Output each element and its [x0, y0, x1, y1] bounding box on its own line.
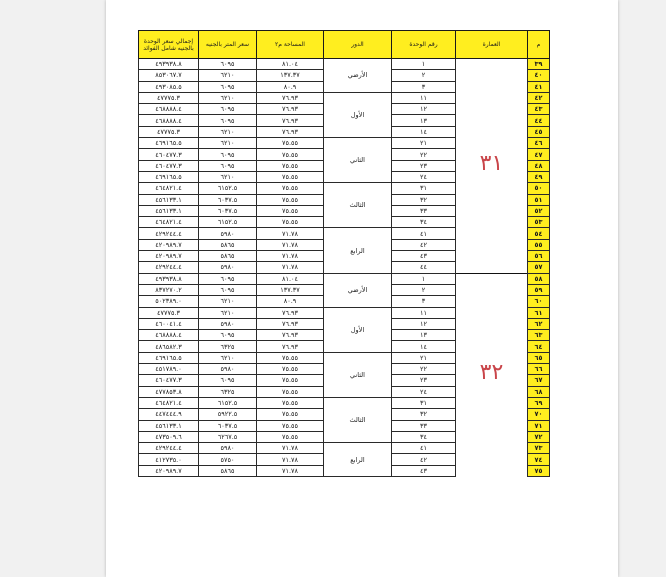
building-number: ٣٢	[479, 360, 504, 386]
price-per-m2: ٥٩٢٢.٥	[199, 409, 257, 420]
unit-total-price: ٤٦٩١٦٥.٥	[139, 138, 199, 149]
unit-area: ٧٥.٥٥	[257, 364, 324, 375]
unit-number: ٢٣	[392, 375, 456, 386]
unit-area: ٧٥.٥٥	[257, 420, 324, 431]
floor-name: الأرضي	[324, 273, 392, 307]
row-number: ٤٢	[528, 92, 550, 103]
unit-area: ٧٥.٥٥	[257, 352, 324, 363]
row-number: ٦٤	[528, 341, 550, 352]
unit-number: ٤٢	[392, 454, 456, 465]
unit-area: ٧٦.٩٣	[257, 92, 324, 103]
price-per-m2: ٦٠٩٥	[199, 284, 257, 295]
unit-total-price: ٤٦٠٤٧٧.٣	[139, 160, 199, 171]
unit-area: ٧١.٧٨	[257, 262, 324, 273]
price-per-m2: ٦٢١٠	[199, 138, 257, 149]
unit-area: ٧٦.٩٣	[257, 341, 324, 352]
price-per-m2: ٦٢١٠	[199, 352, 257, 363]
unit-number: ٤١	[392, 443, 456, 454]
unit-total-price: ٤٥٦١٣٣.١	[139, 420, 199, 431]
building-cell	[456, 59, 528, 274]
unit-total-price: ٤٦٩١٦٥.٥	[139, 171, 199, 182]
unit-total-price: ٤٥١٧٨٩.٠	[139, 364, 199, 375]
unit-area: ٧٥.٥٥	[257, 375, 324, 386]
unit-total-price: ٤٦٤٨٢١.٤	[139, 183, 199, 194]
unit-area: ٧٦.٩٣	[257, 318, 324, 329]
col-header-unit-no: رقم الوحدة	[392, 31, 456, 59]
floor-name: الثالث	[324, 397, 392, 442]
unit-area: ٧٥.٥٥	[257, 386, 324, 397]
unit-total-price: ٤٤٧٤٤٤.٩	[139, 409, 199, 420]
unit-total-price: ٤٦٤٨٢١.٤	[139, 397, 199, 408]
unit-number: ٤٣	[392, 251, 456, 262]
price-per-m2: ٥٨٦٥	[199, 465, 257, 476]
row-number: ٦٧	[528, 375, 550, 386]
price-per-m2: ٦٠٩٥	[199, 115, 257, 126]
col-header-building: العمارة	[456, 31, 528, 59]
unit-total-price: ٤٢٩٢٤٤.٤	[139, 443, 199, 454]
unit-number: ١	[392, 59, 456, 70]
row-number: ٥٢	[528, 205, 550, 216]
unit-area: ٧٥.٥٥	[257, 171, 324, 182]
unit-area: ٧٦.٩٣	[257, 126, 324, 137]
col-header-m: م	[528, 31, 550, 59]
row-number: ٤٨	[528, 160, 550, 171]
unit-area: ١٣٧.٣٧	[257, 284, 324, 295]
unit-total-price: ٤٥٦١٣٣.١	[139, 194, 199, 205]
price-per-m2: ٦٢١٠	[199, 296, 257, 307]
row-number: ٦٩	[528, 397, 550, 408]
unit-total-price: ٤٧٧٧٥.٣	[139, 92, 199, 103]
row-number: ٦٣	[528, 330, 550, 341]
unit-number: ٢٢	[392, 149, 456, 160]
unit-number: ١	[392, 273, 456, 284]
unit-area: ٧١.٧٨	[257, 251, 324, 262]
col-header-price-m2: سعر المتر بالجنيه	[199, 31, 257, 59]
unit-area: ٧٥.٥٥	[257, 409, 324, 420]
unit-total-price: ٨٣٧٢٧٠.٢	[139, 284, 199, 295]
price-per-m2: ٦١٥٢.٥	[199, 183, 257, 194]
row-number: ٤٣	[528, 104, 550, 115]
price-per-m2: ٥٩٨٠	[199, 443, 257, 454]
unit-number: ٤٤	[392, 262, 456, 273]
price-per-m2: ٦٠٣٧.٥	[199, 420, 257, 431]
unit-total-price: ٤٦٠٤٧٧.٣	[139, 375, 199, 386]
unit-total-price: ٤٩٣٩٣٨.٨	[139, 59, 199, 70]
row-number: ٤٥	[528, 126, 550, 137]
row-number: ٧٤	[528, 454, 550, 465]
unit-number: ٣٣	[392, 205, 456, 216]
unit-area: ٧٦.٩٣	[257, 307, 324, 318]
price-per-m2: ٥٩٨٠	[199, 364, 257, 375]
unit-area: ٧٥.٥٥	[257, 194, 324, 205]
unit-number: ١١	[392, 307, 456, 318]
unit-number: ٢٢	[392, 364, 456, 375]
price-per-m2: ٦٠٩٥	[199, 273, 257, 284]
unit-total-price: ٤٦٤٨٢١.٤	[139, 217, 199, 228]
row-number: ٧٠	[528, 409, 550, 420]
unit-total-price: ٤٩٣٠٨٥.٥	[139, 81, 199, 92]
row-number: ٤١	[528, 81, 550, 92]
unit-number: ٣٢	[392, 409, 456, 420]
unit-total-price: ٤٦٨٨٨٨.٤	[139, 104, 199, 115]
unit-total-price: ٤٥٦١٣٣.١	[139, 205, 199, 216]
row-number: ٦٢	[528, 318, 550, 329]
unit-area: ١٣٧.٣٧	[257, 70, 324, 81]
price-per-m2: ٦٢١٠	[199, 70, 257, 81]
price-per-m2: ٥٩٨٠	[199, 262, 257, 273]
unit-total-price: ٤٢٩٢٤٤.٤	[139, 262, 199, 273]
row-number: ٤٤	[528, 115, 550, 126]
unit-area: ٧٦.٩٣	[257, 104, 324, 115]
unit-area: ٧١.٧٨	[257, 454, 324, 465]
unit-total-price: ٤٧٧٧٥.٣	[139, 307, 199, 318]
unit-total-price: ٤٧٧٨٥٣.٨	[139, 386, 199, 397]
price-per-m2: ٦٠٩٥	[199, 375, 257, 386]
row-number: ٣٩	[528, 59, 550, 70]
row-number: ٦٨	[528, 386, 550, 397]
row-number: ٤٩	[528, 171, 550, 182]
unit-area: ٨١.٠٤	[257, 59, 324, 70]
unit-total-price: ٤٦٨٨٨٨.٤	[139, 115, 199, 126]
unit-number: ١٣	[392, 330, 456, 341]
price-per-m2: ٥٨٦٥	[199, 239, 257, 250]
unit-number: ٢٤	[392, 171, 456, 182]
price-per-m2: ٦٢٦٧.٥	[199, 431, 257, 442]
col-header-area: المساحة م٢	[257, 31, 324, 59]
unit-number: ٢	[392, 70, 456, 81]
unit-area: ٧٥.٥٥	[257, 138, 324, 149]
price-per-m2: ٦٢١٠	[199, 307, 257, 318]
price-per-m2: ٦٢١٠	[199, 171, 257, 182]
unit-area: ٧٥.٥٥	[257, 431, 324, 442]
price-per-m2: ٦٠٣٧.٥	[199, 205, 257, 216]
unit-number: ١٢	[392, 104, 456, 115]
unit-total-price: ٤٦٠٠٤١.٤	[139, 318, 199, 329]
unit-number: ٢١	[392, 138, 456, 149]
unit-number: ٤٣	[392, 465, 456, 476]
row-number: ٥٧	[528, 262, 550, 273]
table-row	[139, 273, 550, 284]
row-number: ٥٠	[528, 183, 550, 194]
row-number: ٤٧	[528, 149, 550, 160]
price-per-m2: ٦١٥٢.٥	[199, 217, 257, 228]
row-number: ٥٤	[528, 228, 550, 239]
row-number: ٦٥	[528, 352, 550, 363]
unit-area: ٨٠.٩	[257, 81, 324, 92]
building-cell	[456, 273, 528, 476]
price-per-m2: ٦٠٩٥	[199, 149, 257, 160]
unit-area: ٧٥.٥٥	[257, 205, 324, 216]
unit-number: ١٢	[392, 318, 456, 329]
unit-number: ١٣	[392, 115, 456, 126]
unit-total-price: ٤٨٦٥٨٢.٣	[139, 341, 199, 352]
unit-number: ٤١	[392, 228, 456, 239]
price-per-m2: ٦٠٩٥	[199, 59, 257, 70]
price-per-m2: ٦٠٩٥	[199, 330, 257, 341]
price-per-m2: ٥٨٦٥	[199, 251, 257, 262]
unit-area: ٧٦.٩٣	[257, 330, 324, 341]
table-row	[139, 59, 550, 70]
unit-number: ٣٣	[392, 420, 456, 431]
row-number: ٥٣	[528, 217, 550, 228]
price-per-m2: ٦٢١٠	[199, 126, 257, 137]
unit-total-price: ٤٦٠٤٧٧.٣	[139, 149, 199, 160]
unit-number: ٣٤	[392, 431, 456, 442]
price-per-m2: ٦٣٢٥	[199, 386, 257, 397]
unit-area: ٧٥.٥٥	[257, 217, 324, 228]
unit-total-price: ٤٧٧٧٥.٣	[139, 126, 199, 137]
price-per-m2: ٦٢١٠	[199, 92, 257, 103]
unit-number: ٣٢	[392, 194, 456, 205]
unit-area: ٧١.٧٨	[257, 239, 324, 250]
col-header-total: إجمالي سعر الوحدة بالجنيه شامل الفوائد	[139, 31, 199, 59]
unit-number: ٢١	[392, 352, 456, 363]
units-price-table	[138, 30, 550, 477]
price-per-m2: ٦٠٩٥	[199, 81, 257, 92]
unit-number: ٢	[392, 284, 456, 295]
row-number: ٤٦	[528, 138, 550, 149]
row-number: ٥٦	[528, 251, 550, 262]
price-per-m2: ٦١٥٢.٥	[199, 397, 257, 408]
unit-number: ١١	[392, 92, 456, 103]
row-number: ٧١	[528, 420, 550, 431]
unit-number: ٢٤	[392, 386, 456, 397]
unit-number: ٣	[392, 81, 456, 92]
col-header-floor: الدور	[324, 31, 392, 59]
unit-total-price: ٤٢٠٩٨٩.٧	[139, 251, 199, 262]
unit-number: ١٤	[392, 126, 456, 137]
row-number: ٦٦	[528, 364, 550, 375]
unit-total-price: ٤٧٣٥٠٩.٦	[139, 431, 199, 442]
unit-area: ٧٥.٥٥	[257, 397, 324, 408]
table-body	[139, 59, 550, 477]
unit-number: ٤٢	[392, 239, 456, 250]
unit-total-price: ٤١٢٧٣٥.٠	[139, 454, 199, 465]
building-number: ٣١	[479, 150, 504, 176]
unit-area: ٨٠.٩	[257, 296, 324, 307]
unit-total-price: ٨٥٣٠٦٧.٧	[139, 70, 199, 81]
floor-name: الثاني	[324, 138, 392, 183]
price-per-m2: ٦٠٩٥	[199, 104, 257, 115]
unit-number: ٢٣	[392, 160, 456, 171]
floor-name: الثاني	[324, 352, 392, 397]
row-number: ٦١	[528, 307, 550, 318]
table-header-row	[139, 31, 550, 59]
row-number: ٧٥	[528, 465, 550, 476]
price-per-m2: ٥٧٥٠	[199, 454, 257, 465]
row-number: ٧٢	[528, 431, 550, 442]
unit-number: ١٤	[392, 341, 456, 352]
floor-name: الرابع	[324, 228, 392, 273]
unit-total-price: ٤٦٩١٦٥.٥	[139, 352, 199, 363]
price-per-m2: ٥٩٨٠	[199, 318, 257, 329]
price-per-m2: ٦٣٢٥	[199, 341, 257, 352]
row-number: ٥١	[528, 194, 550, 205]
unit-total-price: ٤٢٠٩٨٩.٧	[139, 239, 199, 250]
unit-area: ٧١.٧٨	[257, 443, 324, 454]
row-number: ٥٩	[528, 284, 550, 295]
unit-area: ٧١.٧٨	[257, 465, 324, 476]
row-number: ٤٠	[528, 70, 550, 81]
unit-area: ٧٦.٩٣	[257, 115, 324, 126]
unit-area: ٧٥.٥٥	[257, 160, 324, 171]
row-number: ٧٣	[528, 443, 550, 454]
unit-number: ٣١	[392, 397, 456, 408]
unit-number: ٣٤	[392, 217, 456, 228]
floor-name: الرابع	[324, 443, 392, 477]
unit-area: ٧٥.٥٥	[257, 183, 324, 194]
price-per-m2: ٦٠٣٧.٥	[199, 194, 257, 205]
floor-name: الأول	[324, 307, 392, 352]
price-per-m2: ٦٠٩٥	[199, 160, 257, 171]
floor-name: الأول	[324, 92, 392, 137]
floor-name: الثالث	[324, 183, 392, 228]
unit-total-price: ٤٢٩٢٤٤.٤	[139, 228, 199, 239]
unit-area: ٧١.٧٨	[257, 228, 324, 239]
unit-total-price: ٤٩٣٩٣٨.٨	[139, 273, 199, 284]
row-number: ٦٠	[528, 296, 550, 307]
unit-total-price: ٤٢٠٩٨٩.٧	[139, 465, 199, 476]
row-number: ٥٨	[528, 273, 550, 284]
unit-number: ٣	[392, 296, 456, 307]
unit-number: ٣١	[392, 183, 456, 194]
row-number: ٥٥	[528, 239, 550, 250]
floor-name: الأرضي	[324, 59, 392, 93]
unit-area: ٨١.٠٤	[257, 273, 324, 284]
unit-total-price: ٥٠٢٣٨٩.٠	[139, 296, 199, 307]
unit-area: ٧٥.٥٥	[257, 149, 324, 160]
unit-total-price: ٤٦٨٨٨٨.٤	[139, 330, 199, 341]
price-per-m2: ٥٩٨٠	[199, 228, 257, 239]
